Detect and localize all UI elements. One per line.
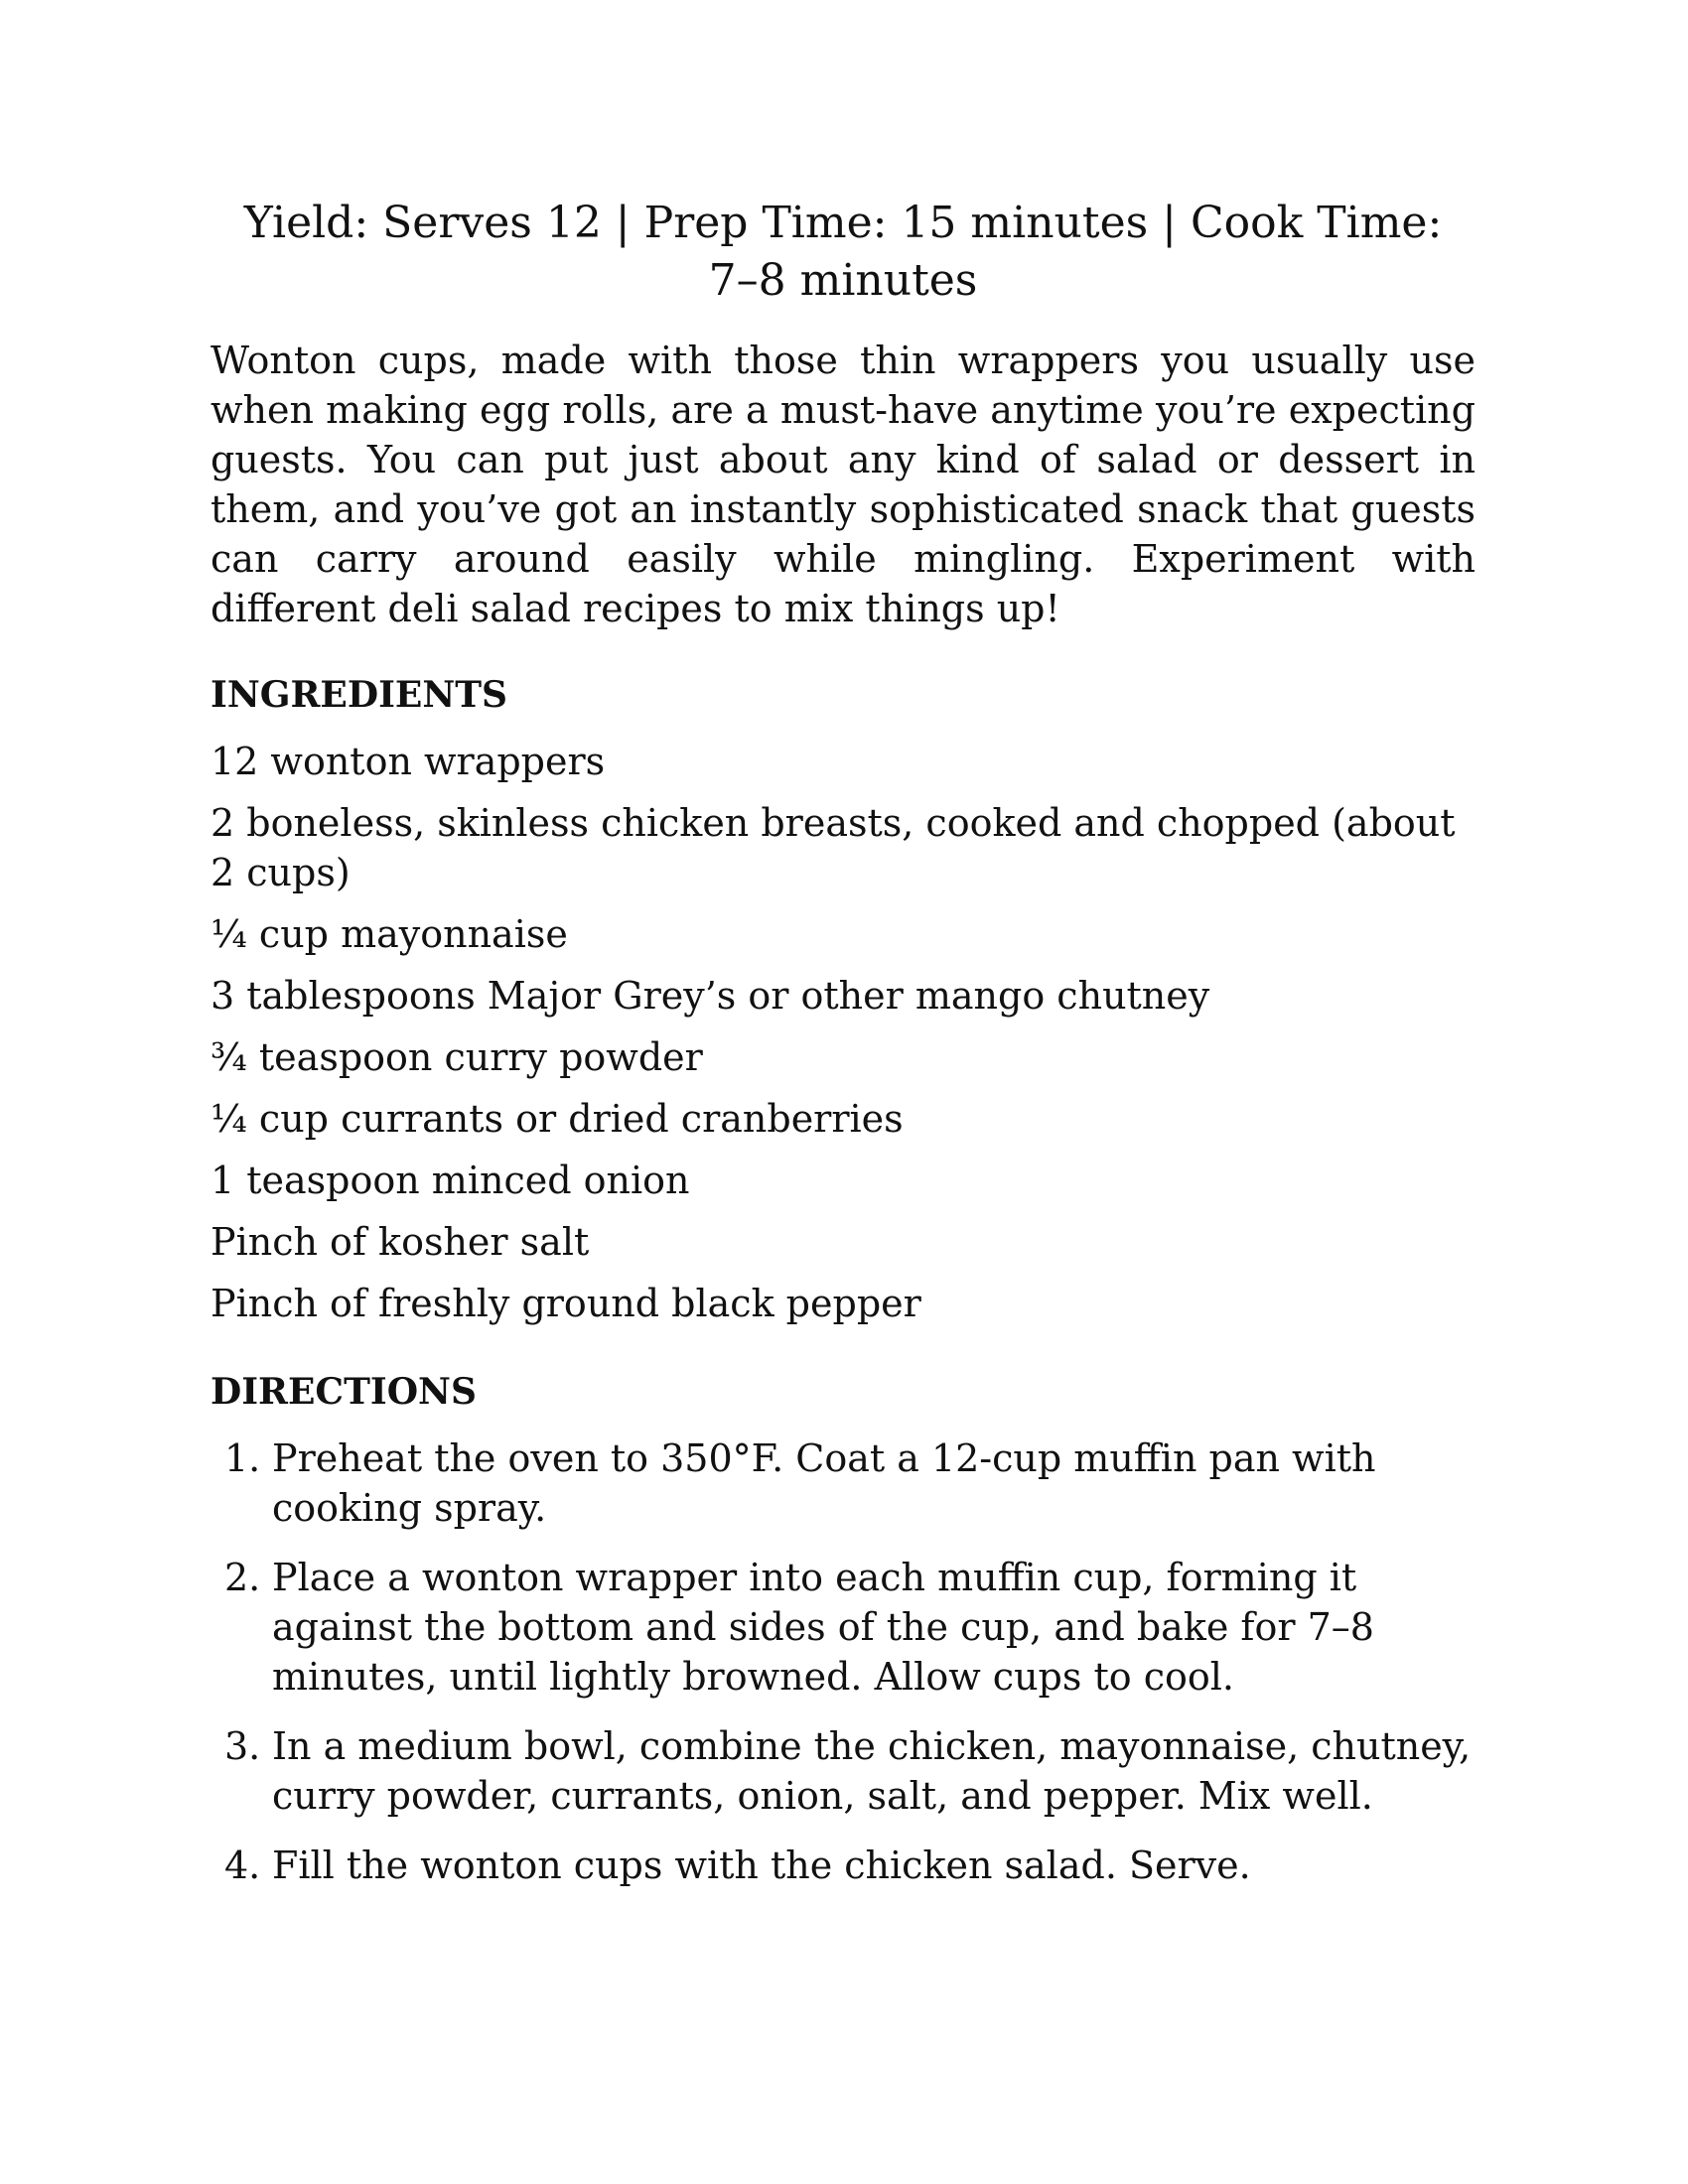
ingredient-item: ¼ cup currants or dried cranberries [211, 1097, 904, 1141]
directions-list [211, 1433, 1476, 1890]
ingredient-item: 3 tablespoons Major Grey’s or other mango chutney [211, 974, 1210, 1018]
direction-step [211, 1433, 1476, 1533]
ingredient-item: ¼ cup mayonnaise [211, 912, 568, 956]
direction-step [211, 1553, 1476, 1702]
recipe-intro: Wonton cups, made with those thin wrappers you usually use when making egg rolls, are a must-have anytime you’re expecting guests. You can put just about any kind of salad or dessert in them, and you’ve got an instantly sophisticated snack that guests can carry around easily while mingling. Experiment with different deli salad recipes to mix things up! [211, 339, 1476, 630]
ingredient-item: Pinch of kosher salt [211, 1220, 590, 1264]
ingredients-list [211, 737, 1476, 1328]
step-text: Fill the wonton cups with the chicken salad. Serve. [272, 1843, 1251, 1887]
step-number: 4. [224, 1843, 261, 1887]
step-number: 1. [224, 1436, 261, 1480]
step-number: 3. [224, 1724, 261, 1768]
ingredient-item: 2 boneless, skinless chicken breasts, cooked and chopped (about 2 cups) [211, 801, 1456, 894]
yield-prep-cook-line: Yield: Serves 12 | Prep Time: 15 minutes | Cook Time: 7–8 minutes [243, 198, 1443, 306]
step-number: 2. [224, 1556, 261, 1599]
step-text: Place a wonton wrapper into each muffin cup, forming it against the bottom and sides of the cup, and bake for 7–8 minutes, until lightly browned. Allow cups to cool. [272, 1556, 1374, 1699]
ingredients-heading: INGREDIENTS [211, 674, 508, 716]
step-text: In a medium bowl, combine the chicken, mayonnaise, chutney, curry powder, currants, onion, salt, and pepper. Mix well. [272, 1724, 1472, 1818]
step-text: Preheat the oven to 350°F. Coat a 12-cup muffin pan with cooking spray. [272, 1436, 1376, 1530]
ingredient-item: 12 wonton wrappers [211, 740, 606, 783]
direction-step [211, 1841, 1476, 1890]
recipe-page [211, 195, 1476, 1910]
ingredient-item: ¾ teaspoon curry powder [211, 1035, 703, 1079]
ingredient-item: Pinch of freshly ground black pepper [211, 1282, 921, 1325]
directions-heading: DIRECTIONS [211, 1371, 477, 1413]
ingredient-item: 1 teaspoon minced onion [211, 1159, 690, 1202]
direction-step [211, 1721, 1476, 1821]
